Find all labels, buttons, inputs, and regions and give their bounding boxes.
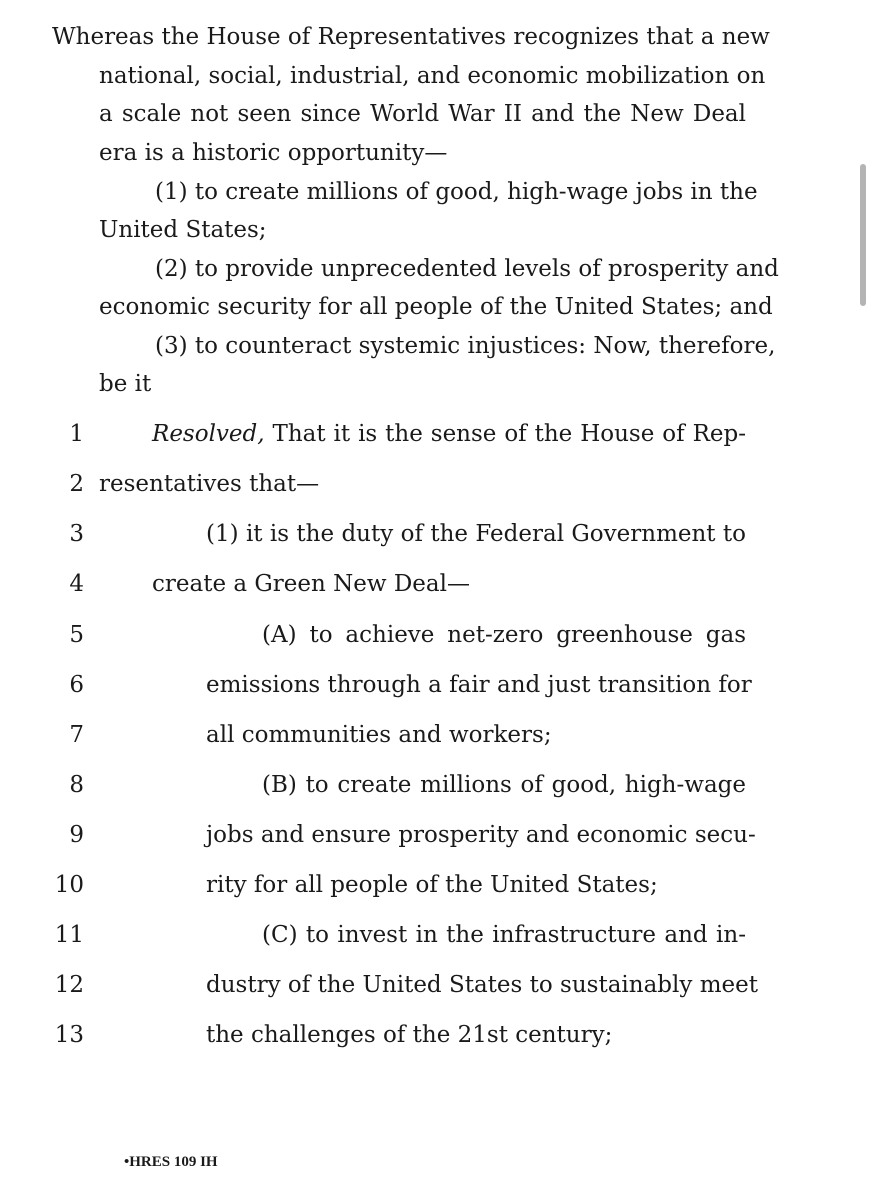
vertical-scrollbar[interactable] (860, 164, 866, 306)
whereas-line: national, social, industrial, and economic mobilization on (99, 63, 766, 89)
resolution-line: create a Green New Deal— (152, 571, 470, 597)
line-number: 13 (54, 1022, 84, 1048)
resolution-line: all communities and workers; (206, 722, 552, 748)
line-number: 4 (69, 571, 84, 597)
line-number: 12 (54, 972, 84, 998)
line-number: 2 (69, 471, 84, 497)
resolution-line: the challenges of the 21st century; (206, 1022, 613, 1048)
whereas-line: Whereas the House of Representatives recognizes that a new (52, 24, 770, 50)
bill-footer-label: •HRES 109 IH (124, 1154, 218, 1170)
resolution-line: (C) to invest in the infrastructure and in- (262, 922, 746, 948)
line-number: 10 (54, 872, 84, 898)
whereas-line: a scale not seen since World War II and the New Deal (99, 101, 746, 127)
resolution-line: resentatives that— (99, 471, 320, 497)
whereas-line: era is a historic opportunity— (99, 140, 448, 166)
line-number: 8 (69, 772, 84, 798)
resolution-line: (1) it is the duty of the Federal Government to (206, 521, 746, 547)
whereas-clause: United States; (99, 217, 267, 243)
line-number: 3 (69, 521, 84, 547)
whereas-clause: (3) to counteract systemic injustices: Now, therefore, (155, 333, 776, 359)
line-number: 9 (69, 822, 84, 848)
resolution-line (152, 419, 746, 449)
resolution-line: (B) to create millions of good, high-wage (262, 772, 746, 798)
whereas-clause: be it (99, 371, 152, 397)
resolution-line: rity for all people of the United States; (206, 872, 658, 898)
resolved-lead: Resolved, (152, 421, 265, 447)
resolution-line: jobs and ensure prosperity and economic secu- (206, 822, 756, 848)
whereas-clause: economic security for all people of the United States; and (99, 294, 773, 320)
line-number: 6 (69, 672, 84, 698)
resolution-line: emissions through a fair and just transition for (206, 672, 752, 698)
line-number: 7 (69, 722, 84, 748)
line-number: 11 (54, 922, 84, 948)
whereas-clause: (1) to create millions of good, high-wage jobs in the (155, 179, 758, 205)
whereas-clause: (2) to provide unprecedented levels of prosperity and (155, 256, 779, 282)
resolution-line: (A) to achieve net-zero greenhouse gas (262, 622, 746, 648)
resolution-line: dustry of the United States to sustainably meet (206, 972, 758, 998)
line-number: 5 (69, 622, 84, 648)
line-number: 1 (69, 421, 84, 447)
resolution-text: That it is the sense of the House of Rep- (264, 421, 746, 447)
